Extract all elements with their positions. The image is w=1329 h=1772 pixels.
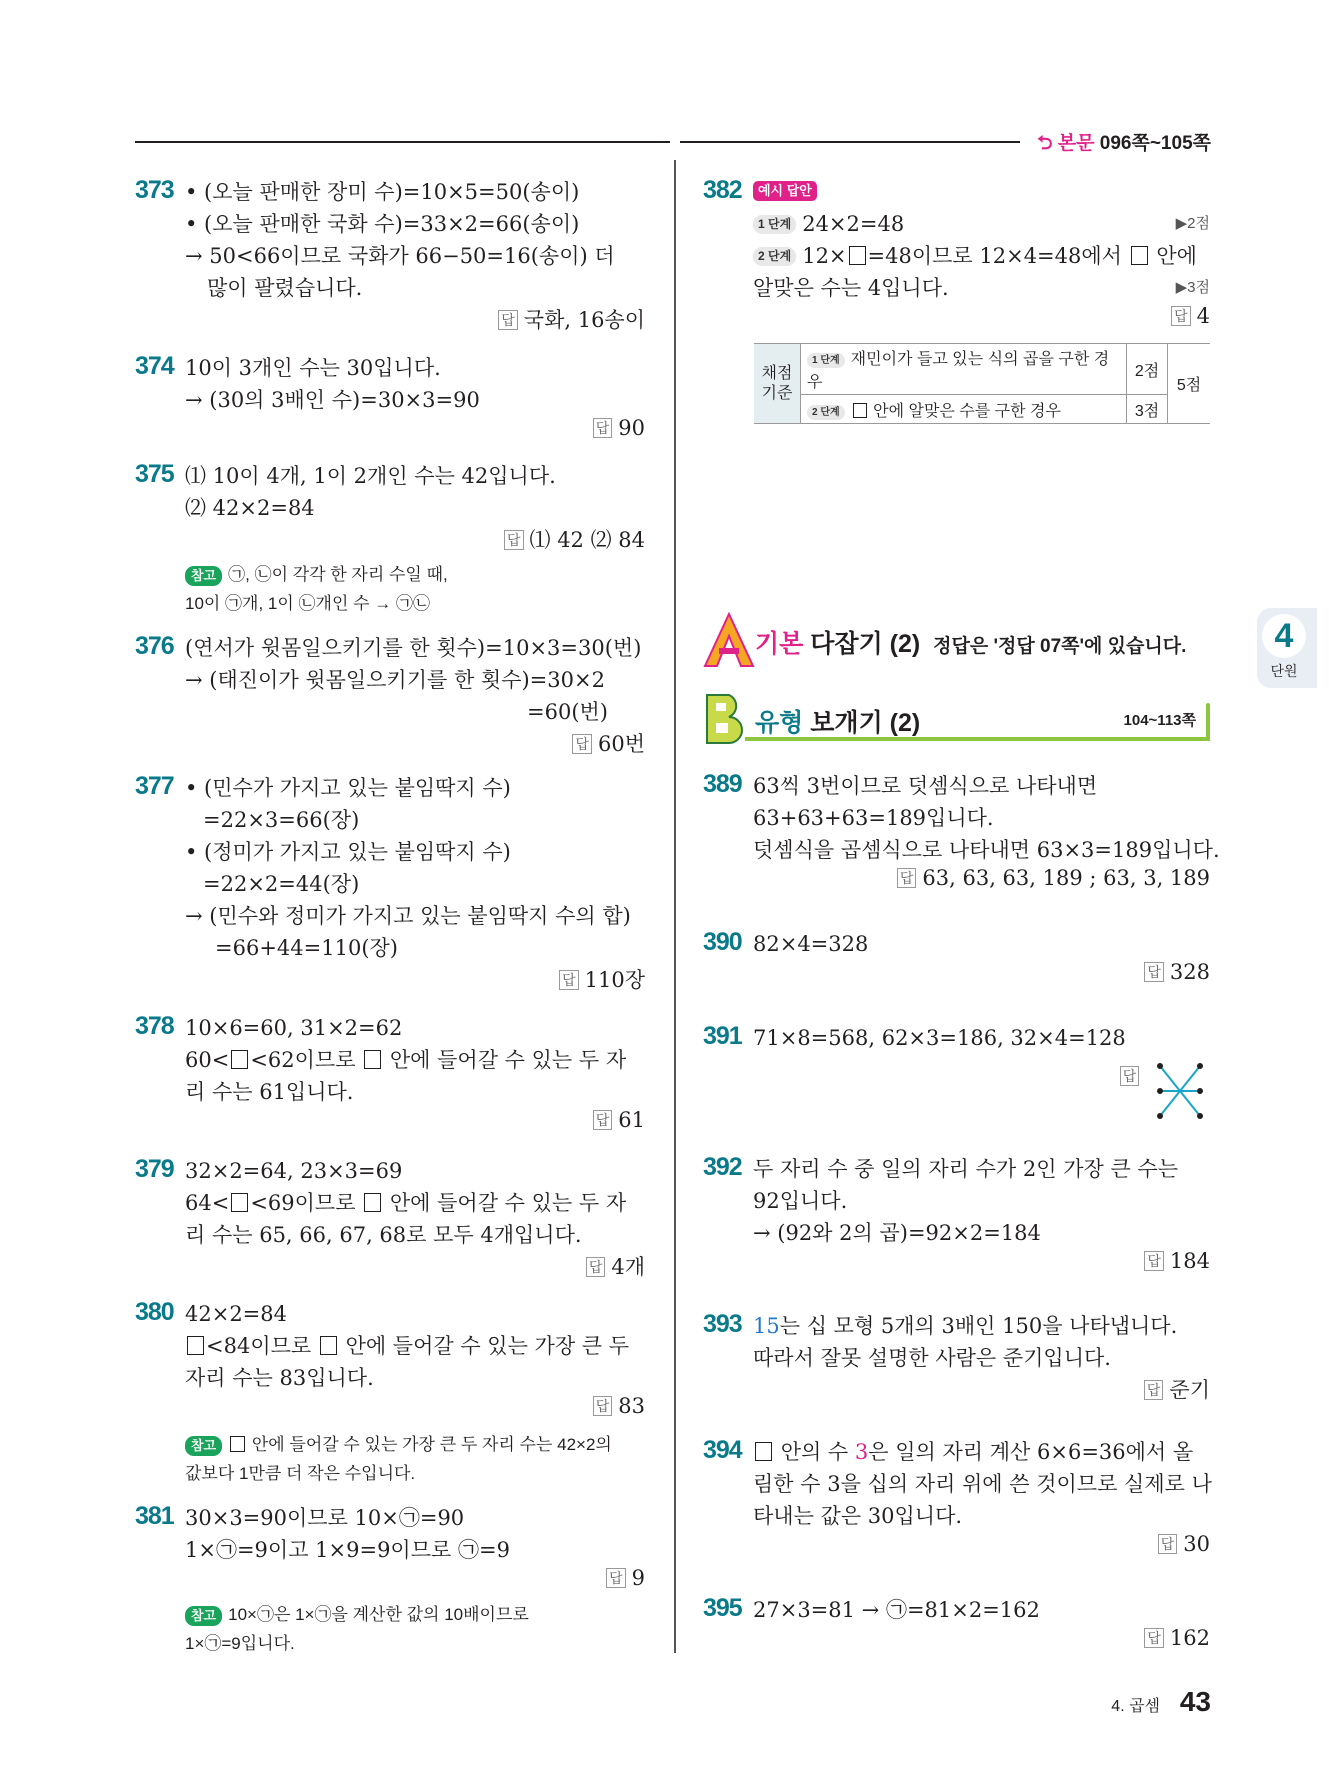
stage-line — [753, 272, 1210, 304]
text-line: 92입니다. — [753, 1189, 848, 1213]
text-line: ⑵ 42×2=84 — [185, 496, 315, 520]
problem-number: 391 — [703, 1022, 742, 1050]
stage-badge: 1 단계 — [753, 215, 796, 234]
text-line: 1×㉠=9이고 1×9=9이므로 ㉠=9 — [185, 1538, 510, 1562]
section-a-title-1: 기본 — [755, 630, 804, 658]
text-line: 10×6=60, 31×2=62 — [185, 1016, 403, 1040]
blank-box-icon — [364, 1050, 381, 1069]
answer-text: 30 — [1183, 1532, 1210, 1556]
text-part: 12× — [802, 244, 847, 268]
text-line: • (오늘 판매한 장미 수)=10×5=50(송이) — [185, 180, 580, 204]
text-line: 71×8=568, 62×3=186, 32×4=128 — [753, 1026, 1126, 1050]
text-line: 63+63+63=189입니다. — [753, 806, 994, 830]
blank-box-icon — [849, 246, 866, 265]
scoring-row — [801, 344, 1127, 395]
stage-badge: 2 단계 — [807, 405, 845, 420]
header-range: 096쪽~105쪽 — [1099, 133, 1211, 154]
stage-line — [753, 208, 1210, 240]
text-line — [753, 1436, 1212, 1468]
text-line: 32×2=64, 23×3=69 — [185, 1159, 403, 1183]
text-line: =60(번) — [527, 700, 608, 724]
answer-tag: 답 — [1158, 1534, 1178, 1554]
text-line — [185, 1187, 626, 1219]
highlight: 3 — [854, 1440, 869, 1464]
problem-body — [185, 176, 615, 304]
matching-lines-diagram — [1152, 1060, 1210, 1122]
text-line — [185, 1044, 626, 1076]
answer-tag: 답 — [586, 1257, 606, 1277]
answer-tag: 답 — [606, 1568, 626, 1588]
answer — [1144, 960, 1210, 984]
answer-tag: 답 — [1171, 306, 1191, 326]
answer-tag: 답 — [1120, 1066, 1140, 1086]
answer — [1144, 1374, 1210, 1404]
answer-text: 4개 — [611, 1255, 645, 1279]
problem-number: 392 — [703, 1153, 742, 1181]
blank-box-icon — [755, 1442, 772, 1461]
blank-box-icon — [320, 1336, 337, 1355]
text-part: 는 십 모형 5개의 3배인 150을 나타냅니다. — [779, 1314, 1178, 1338]
scoring-row — [801, 395, 1127, 424]
problem-body — [753, 1310, 1177, 1374]
page-number: 43 — [1179, 1686, 1211, 1717]
problem-body — [753, 928, 868, 960]
text-line: 10이 3개인 수는 30입니다. — [185, 356, 441, 380]
blank-box-icon — [187, 1336, 204, 1355]
problem-number: 395 — [703, 1594, 742, 1622]
answer-tag: 답 — [897, 868, 917, 888]
problem-number: 378 — [135, 1012, 174, 1040]
text-line: → 50<66이므로 국화가 66−50=16(송이) 더 — [185, 244, 615, 268]
text-line: =22×3=66(장) — [203, 808, 360, 832]
problem-number: 375 — [135, 460, 174, 488]
section-a-desc — [933, 636, 1186, 657]
answer — [593, 416, 645, 440]
problem-body — [185, 352, 480, 416]
points: ▶2점 — [1175, 215, 1210, 232]
answer-text: 4 — [1196, 304, 1210, 328]
answer-tag: 답 — [1144, 1251, 1164, 1271]
text-part: 60< — [185, 1048, 230, 1072]
text-line: ⑴ 10이 4개, 1이 2개인 수는 42입니다. — [185, 464, 556, 488]
problem-body — [185, 1012, 626, 1108]
text-part: 안에 들어갈 수 있는 두 자 — [389, 1191, 627, 1215]
problem-body — [753, 1022, 1126, 1054]
note-line: 1×㉠=9입니다. — [185, 1634, 295, 1653]
text-line: 42×2=84 — [185, 1302, 287, 1326]
problem-body — [753, 770, 1220, 866]
note-line: 10이 ㉠개, 1이 ㉡개인 수 → ㉠㉡ — [185, 594, 430, 613]
text-line: → (30의 3배인 수)=30×3=90 — [185, 388, 480, 412]
blank-box-icon — [230, 1436, 245, 1452]
problem-number: 382 — [703, 176, 742, 204]
text-line: 30×3=90이므로 10×㉠=90 — [185, 1506, 465, 1530]
header-rule-right — [680, 141, 1020, 143]
section-b-range: 104~113쪽 — [1123, 712, 1196, 729]
answer-tag: 답 — [1144, 1380, 1164, 1400]
answer-text: 162 — [1169, 1626, 1210, 1650]
letter-a-icon — [703, 612, 755, 668]
page-footer — [1111, 1686, 1211, 1718]
text-part: 은 일의 자리 계산 6×6=36에서 올 — [868, 1440, 1194, 1464]
answer-tag: 답 — [504, 530, 524, 550]
answer-text: 61 — [618, 1108, 645, 1132]
column-divider — [674, 160, 676, 1653]
blank-box-icon — [364, 1193, 381, 1212]
section-a-header — [703, 612, 1210, 668]
answer-tag: 답 — [593, 1110, 613, 1130]
section-b-title — [755, 703, 920, 739]
problem-number: 393 — [703, 1310, 742, 1338]
text-line: 82×4=328 — [753, 932, 869, 956]
answer — [1144, 1249, 1210, 1273]
return-arrow-icon: ⮌ — [1037, 133, 1053, 154]
problem-number: 381 — [135, 1502, 174, 1530]
text-line — [753, 1310, 1177, 1342]
text-part: <62이므로 — [250, 1048, 356, 1072]
scoring-total: 5점 — [1168, 344, 1211, 424]
answer-text: 63, 63, 63, 189 ; 63, 3, 189 — [922, 866, 1210, 890]
section-b-header — [703, 693, 1210, 743]
text-part: =48이므로 12×4=48에서 — [867, 244, 1122, 268]
answer-tag: 답 — [593, 1396, 613, 1416]
desc-part: '에 있습니다. — [1079, 636, 1187, 657]
section-a-title — [755, 624, 1186, 660]
text-line: • (민수가 가지고 있는 붙임딱지 수) — [185, 776, 511, 800]
text-line: 많이 팔렸습니다. — [207, 276, 363, 300]
text-part: 안에 — [1156, 244, 1197, 268]
answer — [1171, 304, 1210, 328]
note-line: 안에 들어갈 수 있는 가장 큰 두 자리 수는 42×2의 — [251, 1435, 612, 1454]
text-line: 63씩 3번이므로 덧셈식으로 나타내면 — [753, 774, 1098, 798]
text-line: → (92와 2의 곱)=92×2=184 — [753, 1221, 1041, 1245]
problem-body — [753, 1436, 1212, 1532]
note-tag: 참고 — [185, 566, 222, 586]
text-line: → (태진이가 윗몸일으키기를 한 횟수)=30×2 — [185, 668, 605, 692]
answer-tag: 답 — [498, 310, 518, 330]
problem-body — [185, 632, 641, 728]
text-part: <69이므로 — [250, 1191, 356, 1215]
answer-text: 9 — [631, 1566, 645, 1590]
scoring-desc: 재민이가 들고 있는 식의 곱을 구한 경우 — [807, 351, 1110, 391]
problem-body — [185, 1298, 629, 1394]
example-line — [753, 176, 1210, 208]
text-line: 림한 수 3을 십의 자리 위에 쓴 것이므로 실제로 나 — [753, 1472, 1212, 1496]
answer-text: 90 — [618, 416, 645, 440]
note-tag: 참고 — [185, 1436, 222, 1456]
text-part: 24×2=48 — [802, 212, 905, 236]
header-label: 본문 — [1057, 133, 1095, 154]
answer — [572, 728, 645, 758]
problem-body — [185, 1502, 510, 1566]
section-b-rightbar — [1206, 703, 1210, 741]
problem-number: 389 — [703, 770, 742, 798]
answer-text: 60번 — [597, 732, 645, 756]
note-tag: 참고 — [185, 1606, 222, 1626]
answer-tag: 답 — [572, 734, 592, 754]
stage-badge: 2 단계 — [753, 247, 796, 266]
problem-number: 373 — [135, 176, 174, 204]
header-reference — [1037, 128, 1211, 161]
answer — [897, 866, 1210, 890]
note-line: 10×㉠은 1×㉠을 계산한 값의 10배이므로 — [228, 1605, 529, 1624]
highlight: 15 — [753, 1314, 780, 1338]
problem-body — [753, 1594, 1040, 1626]
blank-box-icon — [231, 1193, 248, 1212]
scoring-title-2: 기준 — [761, 384, 793, 402]
answer — [606, 1566, 645, 1590]
blank-box-icon — [1131, 246, 1148, 265]
text-line: =22×2=44(장) — [203, 872, 360, 896]
blank-box-icon — [231, 1050, 248, 1069]
answer — [1144, 1626, 1210, 1650]
note-box — [185, 1430, 612, 1488]
problem-number: 377 — [135, 772, 174, 800]
text-line: 리 수는 65, 66, 67, 68로 모두 4개입니다. — [185, 1223, 582, 1247]
points: ▶3점 — [1175, 279, 1210, 296]
problem-body — [753, 1153, 1178, 1249]
answer — [1120, 1060, 1210, 1122]
text-part: 안에 들어갈 수 있는 가장 큰 두 — [345, 1334, 630, 1358]
answer-tag: 답 — [1144, 1628, 1164, 1648]
note-line: 값보다 1만큼 더 작은 수입니다. — [185, 1464, 416, 1483]
problem-body — [185, 772, 631, 964]
text-line: 타내는 값은 30입니다. — [753, 1504, 963, 1528]
scoring-desc: 안에 알맞은 수를 구한 경우 — [873, 402, 1061, 420]
problem-body — [753, 176, 1210, 304]
header-rule-left — [135, 141, 670, 143]
example-answer-badge: 예시 답안 — [753, 181, 817, 201]
problem-number: 390 — [703, 928, 742, 956]
text-line: 두 자리 수 중 일의 자리 수가 2인 가장 큰 수는 — [753, 1157, 1178, 1181]
scoring-points: 3점 — [1127, 395, 1168, 424]
text-line: → (민수와 정미가 가지고 있는 붙임딱지 수의 합) — [185, 904, 631, 928]
problem-body — [185, 460, 556, 524]
section-b-title-2: 보개기 (2) — [810, 709, 921, 737]
answer-tag: 답 — [559, 970, 579, 990]
blank-box-icon — [853, 403, 867, 418]
answer — [504, 524, 645, 554]
stage-line — [753, 240, 1210, 272]
answer-text: ⑴ 42 ⑵ 84 — [529, 528, 645, 552]
chapter-label: 단원 — [1270, 663, 1298, 679]
problem-number: 376 — [135, 632, 174, 660]
text-line: (연서가 윗몸일으키기를 한 횟수)=10×3=30(번) — [185, 636, 642, 660]
text-line: 따라서 잘못 설명한 사람은 준기입니다. — [753, 1346, 1111, 1370]
problem-number: 394 — [703, 1436, 742, 1464]
text-line: • (오늘 판매한 국화 수)=33×2=66(송이) — [185, 212, 580, 236]
note-box — [185, 1600, 529, 1658]
text-line: 자리 수는 83입니다. — [185, 1366, 374, 1390]
letter-b-icon — [703, 693, 747, 745]
text-part: 64< — [185, 1191, 230, 1215]
note-box — [185, 560, 448, 618]
scoring-points: 2점 — [1127, 344, 1168, 395]
answer — [559, 964, 645, 994]
answer-text: 준기 — [1169, 1378, 1210, 1402]
text-part: 안에 들어갈 수 있는 두 자 — [389, 1048, 627, 1072]
text-part: 안의 수 — [780, 1440, 849, 1464]
answer — [586, 1251, 645, 1281]
text-line: 덧셈식을 곱셈식으로 나타내면 63×3=189입니다. — [753, 838, 1220, 862]
text-line: 리 수는 61입니다. — [185, 1080, 354, 1104]
answer-text: 328 — [1169, 960, 1210, 984]
answer-tag: 답 — [593, 418, 613, 438]
text-part: <84이므로 — [206, 1334, 312, 1358]
chapter-number: 4 — [1262, 614, 1306, 658]
scoring-title-1: 채점 — [761, 364, 793, 382]
scoring-title — [754, 344, 801, 424]
answer-text: 83 — [618, 1394, 645, 1418]
text-line: =66+44=110(장) — [215, 936, 398, 960]
answer — [498, 304, 645, 334]
section-a-title-2: 다잡기 (2) — [810, 630, 921, 658]
problem-number: 380 — [135, 1298, 174, 1326]
problem-number: 379 — [135, 1155, 174, 1183]
note-line: ㉠, ㉡이 각각 한 자리 수일 때, — [228, 565, 448, 584]
section-b-title-1: 유형 — [755, 709, 804, 737]
answer-text: 184 — [1169, 1249, 1210, 1273]
answer-text: 국화, 16송이 — [523, 308, 645, 332]
answer — [593, 1394, 645, 1418]
desc-part: 정답은 ' — [933, 636, 999, 657]
stage-badge: 1 단계 — [807, 353, 845, 368]
answer-tag: 답 — [1144, 962, 1164, 982]
text-line: 27×3=81 → ㉠=81×2=162 — [753, 1598, 1040, 1622]
footer-chapter: 4. 곱셈 — [1111, 1698, 1160, 1715]
text-part: 알맞은 수는 4입니다. — [753, 276, 949, 300]
desc-part: 정답 07쪽 — [998, 636, 1080, 657]
answer-text: 110장 — [584, 968, 645, 992]
answer — [1158, 1532, 1210, 1556]
answer — [593, 1108, 645, 1132]
text-line — [185, 1330, 629, 1362]
problem-body — [185, 1155, 626, 1251]
problem-number: 374 — [135, 352, 174, 380]
section-b-underline — [745, 737, 1210, 741]
text-line: • (정미가 가지고 있는 붙임딱지 수) — [185, 840, 511, 864]
scoring-criteria-table — [754, 343, 1210, 424]
